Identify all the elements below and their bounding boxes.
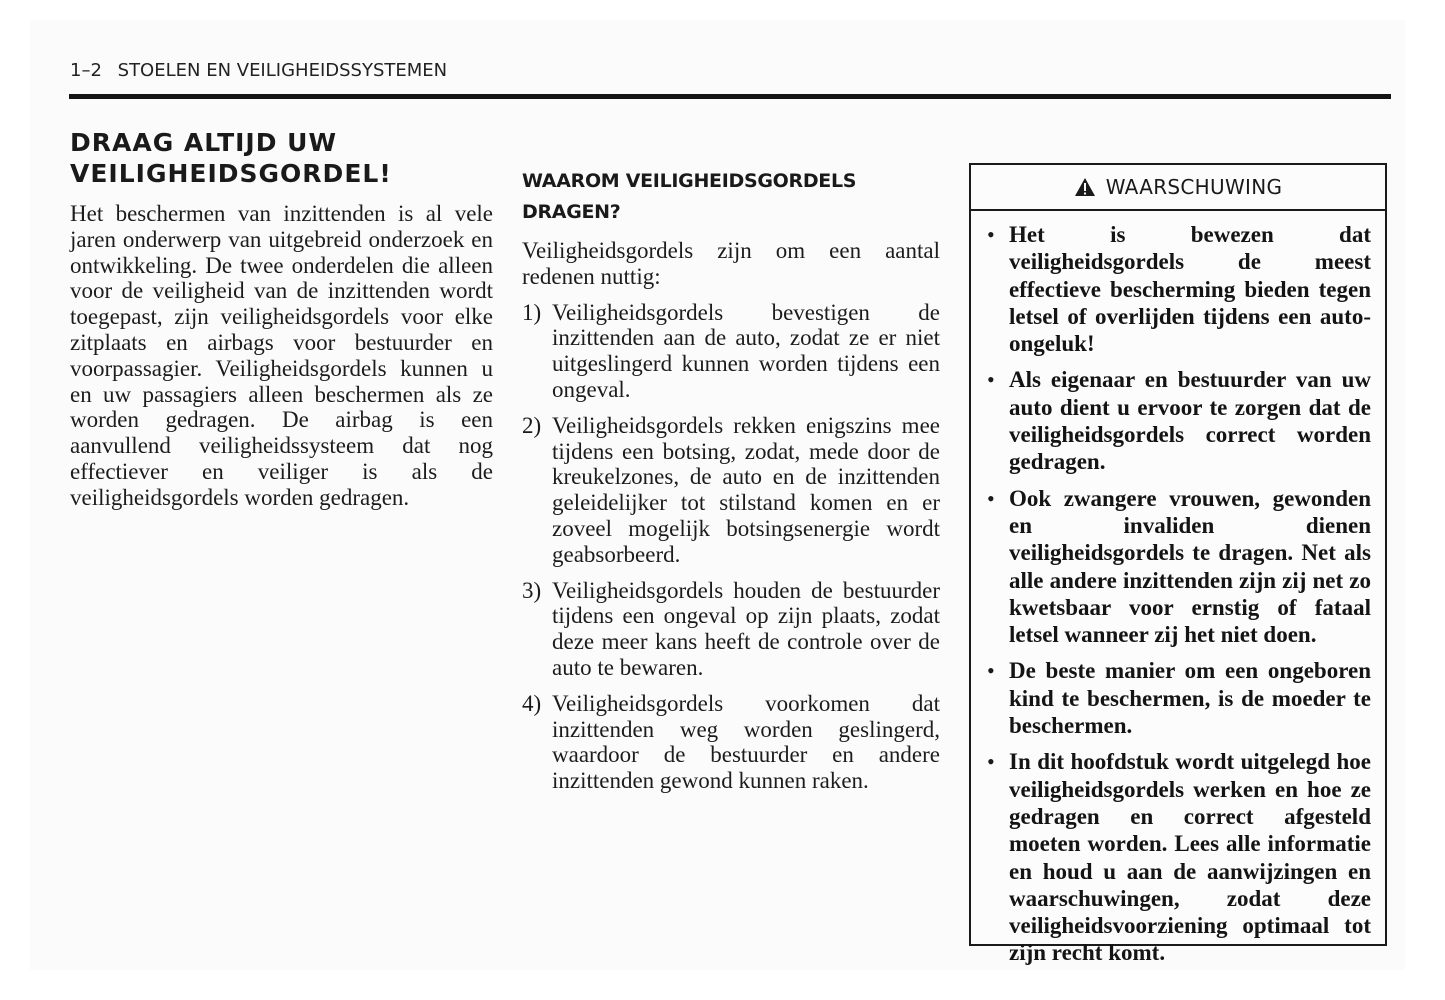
- list-item: [522, 300, 940, 403]
- warning-triangle-icon: [1074, 177, 1096, 197]
- item-number: 1): [522, 299, 542, 325]
- list-item: [987, 485, 1371, 649]
- running-head: [70, 60, 447, 81]
- warning-box: [969, 163, 1387, 966]
- warning-text: Ook zwangere vrouwen, gewonden en invaliden dienen veiligheidsgordels te dragen. Net als alle andere inzittenden zijn zij net zo kwetsbaar voor ernstig of fataal letsel wanneer zij het niet doen.: [1009, 485, 1371, 648]
- bullet-icon: •: [987, 222, 995, 247]
- item-text: Veiligheidsgordels bevestigen de inzittenden aan de auto, zodat ze er niet uitgeslingerd kunnen worden tijdens een ongeval.: [552, 299, 940, 402]
- list-item: [522, 413, 940, 568]
- list-item: [522, 691, 940, 794]
- item-text: Veiligheidsgordels rekken enigszins mee tijdens een botsing, zodat, mede door de kreukelzones, de auto en de inzittenden geleidelijker tot stilstand komen en er zoveel mogelijk botsingsenergie wordt geabsorbeerd.: [552, 412, 940, 567]
- list-item: [987, 221, 1371, 357]
- warning-list: [971, 211, 1385, 967]
- warning-title: WAARSCHUWING: [1105, 175, 1283, 199]
- warning-header: [971, 165, 1385, 211]
- item-number: 3): [522, 577, 542, 603]
- bullet-icon: •: [987, 658, 995, 684]
- header-rule: [69, 94, 1391, 99]
- section-title-wear-seatbelt: DRAAG ALTIJD UW VEILIGHEIDSGORDEL!: [70, 128, 392, 188]
- reasons-list: [522, 300, 940, 794]
- page-number: 1–2: [70, 60, 102, 81]
- bullet-icon: •: [987, 749, 995, 775]
- list-item: [522, 578, 940, 681]
- section-title-why-seatbelts: WAAROM VEILIGHEIDSGORDELS DRAGEN?: [522, 170, 857, 223]
- item-text: Veiligheidsgordels houden de bestuurder tijdens een ongeval op zijn plaats, zodat deze meer kans heeft de controle over de auto te bewaren.: [552, 577, 940, 680]
- item-number: 4): [522, 690, 542, 716]
- column-left: [70, 201, 493, 511]
- bullet-icon: •: [987, 485, 995, 511]
- intro-paragraph: Het beschermen van inzittenden is al vele jaren onderwerp van uitgebreid onderzoek en ontwikkeling. De twee onderdelen die alleen voor de veiligheid van de inzittenden wordt toegepast, zijn veiligheidsgordels voor elke zitplaats en airbags voor bestuurder en voorpassagier. Veiligheidsgordels kunnen u en uw passagiers alleen beschermen als ze worden gedragen. De airbag is een aanvullend veiligheidssysteem dat nog effectiever en veiliger is als de veiligheidsgordels worden gedragen.: [70, 201, 493, 510]
- list-item: [987, 748, 1371, 966]
- warning-text: In dit hoofdstuk wordt uitgelegd hoe veiligheidsgordels werken en hoe ze gedragen en correct afgesteld moeten worden. Lees alle informatie en houd u aan de aanwijzingen en waarschuwingen, zodat deze veiligheidsvoorziening optimaal tot zijn recht komt.: [1009, 749, 1371, 966]
- item-text: Veiligheidsgordels voorkomen dat inzittenden weg worden geslingerd, waardoor de bestuurder en andere inzittenden gewond kunnen raken.: [552, 690, 940, 794]
- warning-text: De beste manier om een ongeboren kind te beschermen, is de moeder te beschermen.: [1009, 658, 1371, 739]
- reasons-intro: Veiligheidsgordels zijn om een aantal redenen nuttig:: [522, 238, 940, 289]
- list-item: [987, 366, 1371, 475]
- bullet-icon: •: [987, 367, 995, 393]
- list-item: [987, 657, 1371, 739]
- warning-text: Als eigenaar en bestuurder van uw auto dient u ervoor te zorgen dat de veiligheidsgordels correct worden gedragen.: [1009, 367, 1371, 475]
- warning-text: Het is bewezen dat veiligheidsgordels de meest effectieve bescherming bieden tegen letsel of overlijden tijdens een auto-ongeluk!: [1009, 222, 1371, 357]
- column-middle: [522, 166, 940, 804]
- chapter-title: STOELEN EN VEILIGHEIDSSYSTEMEN: [117, 60, 448, 81]
- item-number: 2): [522, 412, 542, 438]
